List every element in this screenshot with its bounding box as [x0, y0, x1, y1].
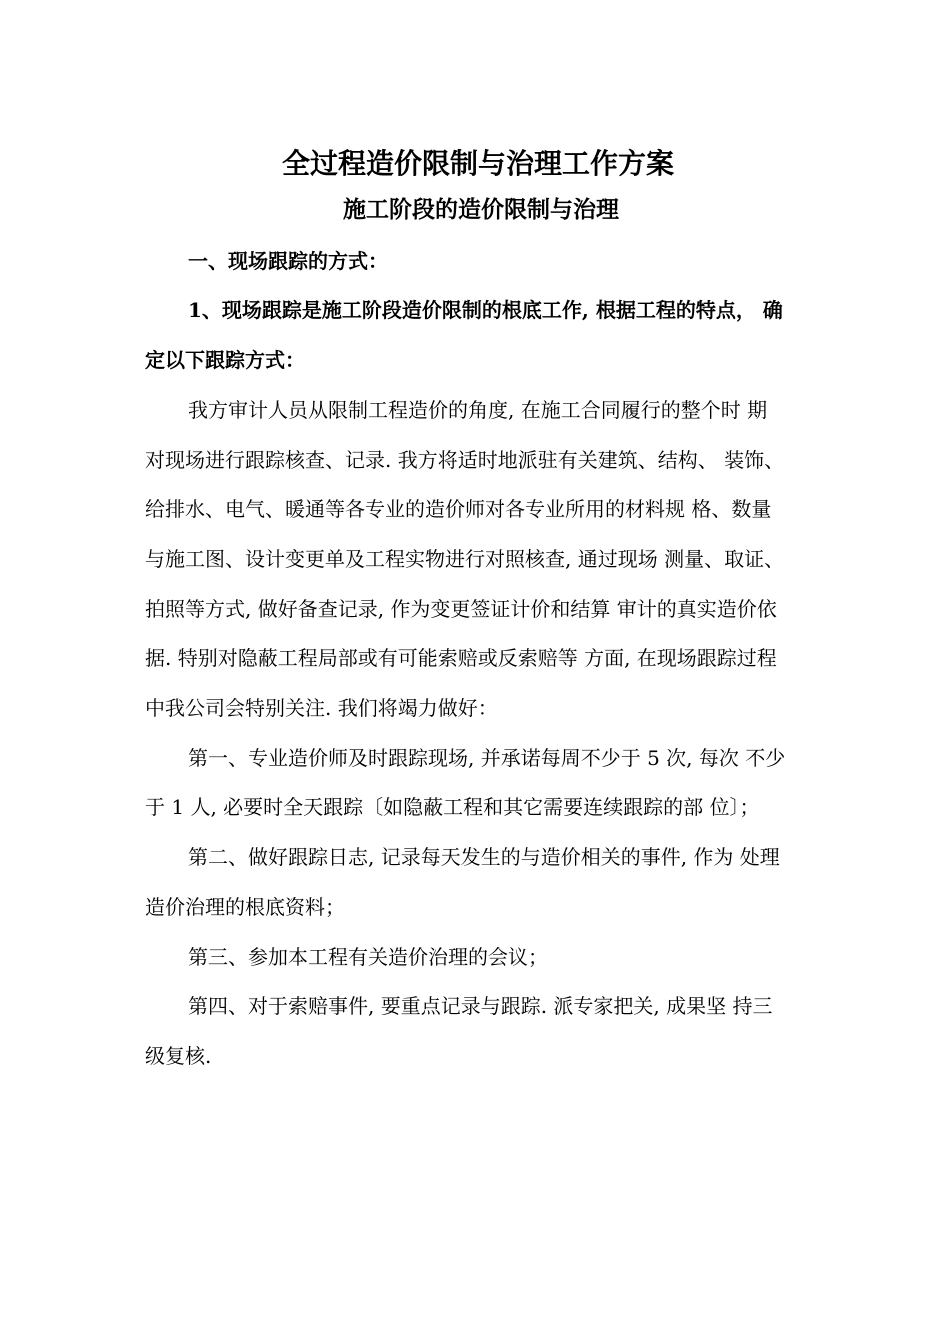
- point3-line: 第三、参加本工程有关造价治理的会议；: [188, 945, 548, 969]
- para1-line: 我方审计人员从限制工程造价的角度, 在施工合同履行的整个时 期: [188, 398, 768, 422]
- point1-line: 于 1 人, 必要时全天跟踪〔如隐蔽工程和其它需要连续跟踪的部 位〕；: [145, 795, 760, 819]
- point2-line: 造价治理的根底资料；: [145, 895, 345, 919]
- para1-line: 给排水、电气、暖通等各专业的造价师对各专业所用的材料规 格、数量: [145, 497, 772, 521]
- document-subtitle: 施工阶段的造价限制与治理: [343, 196, 619, 223]
- para1-line: 中我公司会特别关注. 我们将竭力做好：: [145, 696, 498, 720]
- para1-line: 据. 特别对隐蔽工程局部或有可能索赔或反索赔等 方面, 在现场跟踪过程: [145, 646, 777, 670]
- point1-line: 第一、专业造价师及时跟踪现场, 并承诺每周不少于 5 次, 每次 不少: [188, 746, 786, 770]
- item1-line-1: 1、现场跟踪是施工阶段造价限制的根底工作, 根据工程的特点， 确: [188, 298, 783, 322]
- para1-line: 拍照等方式, 做好备查记录, 作为变更签证计价和结算 审计的真实造价依: [145, 597, 777, 621]
- para1-line: 与施工图、设计变更单及工程实物进行对照核查, 通过现场 测量、取证、: [145, 547, 785, 571]
- section-heading: 一、现场跟踪的方式：: [188, 249, 388, 273]
- point4-line: 第四、对于索赔事件, 要重点记录与跟踪. 派专家把关, 成果坚 持三: [188, 994, 773, 1018]
- para1-line: 对现场进行跟踪核查、记录. 我方将适时地派驻有关建筑、结构、 装饰、: [145, 448, 785, 472]
- document-title: 全过程造价限制与治理工作方案: [281, 147, 674, 180]
- item1-line-2: 定以下跟踪方式：: [145, 348, 305, 372]
- point4-line: 级复核.: [145, 1044, 212, 1068]
- point2-line: 第二、做好跟踪日志, 记录每天发生的与造价相关的事件, 作为 处理: [188, 845, 780, 869]
